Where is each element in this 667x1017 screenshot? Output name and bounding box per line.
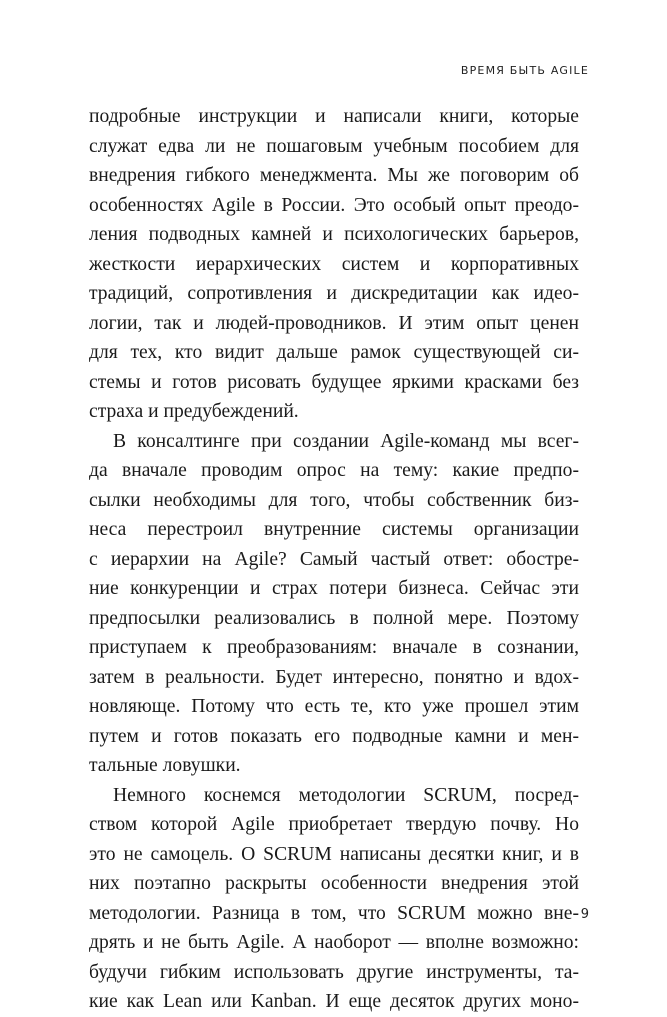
- text-line: служат едва ли не пошаговым учебным пособием для: [89, 135, 579, 157]
- text-line: тальные ловушки.: [89, 755, 241, 776]
- text-line: кие как Lean или Kanban. И еще десяток других моно-: [89, 991, 579, 1012]
- text-line: для тех, кто видит дальше рамок существующей си-: [89, 342, 579, 363]
- text-line: ления подводных камней и психологических барьеров,: [89, 224, 579, 245]
- text-line: да вначале проводим опрос на тему: какие предпо-: [89, 460, 579, 481]
- text-line: страха и предубеждений.: [89, 401, 299, 422]
- text-line: дрять и не быть Agile. А наоборот — вполне возможно:: [89, 932, 579, 953]
- text-line: с иерархии на Agile? Самый частый ответ: обостре-: [89, 548, 579, 570]
- paragraph-2: [89, 427, 579, 781]
- paragraph-1: [89, 102, 579, 427]
- text-line: стемы и готов рисовать будущее яркими красками без: [89, 371, 579, 393]
- text-line: приступаем к преобразованиям: вначале в сознании,: [89, 637, 579, 658]
- body-text: [89, 102, 579, 1017]
- text-line: методологии. Разница в том, что SCRUM можно вне-: [89, 902, 579, 924]
- text-line: Немного коснемся методологии SCRUM, посред-: [113, 784, 579, 806]
- text-line: внедрения гибкого менеджмента. Мы же поговорим об: [89, 165, 579, 186]
- page-number: 9: [580, 907, 589, 922]
- text-line: них поэтапно раскрыты особенности внедрения этой: [89, 873, 579, 894]
- text-line: сылки необходимы для того, чтобы собственник биз-: [89, 489, 579, 511]
- text-line: логии, так и людей-проводников. И этим опыт ценен: [89, 312, 579, 334]
- text-line: будучи гибким использовать другие инструменты, та-: [89, 961, 579, 983]
- text-line: жесткости иерархических систем и корпоративных: [89, 253, 579, 275]
- text-line: затем в реальности. Будет интересно, понятно и вдох-: [89, 666, 579, 688]
- running-head-title: ВРЕМЯ БЫТЬ AGILE: [460, 64, 589, 77]
- text-line: путем и готов показать его подводные камни и мен-: [89, 725, 579, 747]
- text-line: новляюще. Потому что есть те, кто уже прошел этим: [89, 696, 579, 717]
- paragraph-3: [89, 781, 579, 1017]
- text-line: особенностях Agile в России. Это особый опыт преодо-: [89, 194, 579, 216]
- text-line: предпосылки реализовались в полной мере. Поэтому: [89, 607, 579, 629]
- text-line: подробные инструкции и написали книги, которые: [89, 106, 579, 127]
- text-line: неса перестроил внутренние системы организации: [89, 519, 579, 540]
- text-line: традиций, сопротивления и дискредитации как идео-: [89, 283, 579, 304]
- text-line: ние конкуренции и страх потери бизнеса. Сейчас эти: [89, 578, 579, 599]
- text-line: В консалтинге при создании Agile-команд мы всег-: [113, 430, 579, 452]
- text-line: ством которой Agile приобретает твердую почву. Но: [89, 814, 579, 835]
- text-line: это не самоцель. О SCRUM написаны десятки книг, и в: [89, 843, 579, 865]
